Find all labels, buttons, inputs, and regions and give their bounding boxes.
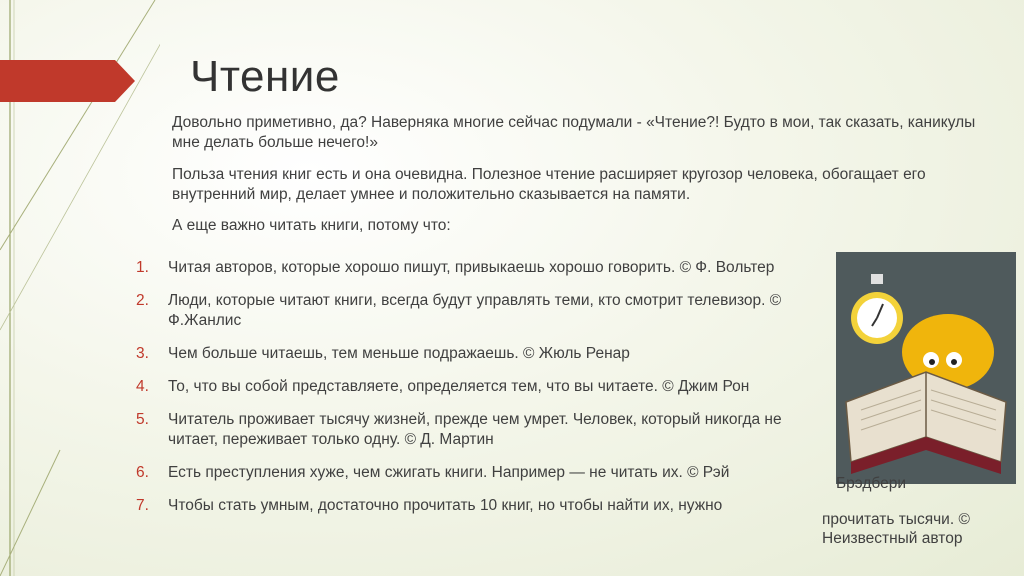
quote-item-1 [136, 258, 816, 278]
quote-text: Читатель проживает тысячу жизней, прежде чем умрет. Человек, который никогда не читает, переживает только одну. © Д. Мартин [168, 411, 782, 448]
quote-text: Есть преступления хуже, чем сжигать книги. Например — не читать их. © Рэй [168, 464, 730, 481]
quote-item-6 [136, 463, 816, 483]
quote-text: Люди, которые читают книги, всегда будут управлять теми, кто смотрит телевизор. © Ф.Жанлис [168, 292, 782, 329]
quote-number: 3. [136, 345, 149, 362]
quote-number: 4. [136, 378, 149, 395]
quote-item-2 [136, 291, 816, 331]
quote-text: То, что вы собой представляете, определяется тем, что вы читаете. © Джим Рон [168, 378, 750, 395]
title-arrow-banner [0, 60, 135, 102]
quote-item-7 [136, 496, 816, 516]
slide-title: Чтение [190, 52, 340, 101]
quote-text: Читая авторов, которые хорошо пишут, привыкаешь хорошо говорить. © Ф. Вольтер [168, 259, 775, 276]
quote-number: 1. [136, 259, 149, 276]
quote-6-author-tail: Брэдбери [836, 475, 907, 492]
quotes-list [136, 258, 816, 529]
quote-number: 7. [136, 497, 149, 514]
reading-character-illustration [836, 252, 1016, 484]
quote-text: Чтобы стать умным, достаточно прочитать 10 книг, но чтобы найти их, нужно [168, 497, 723, 514]
quote-item-4 [136, 377, 816, 397]
quote-text: Чем больше читаешь, тем меньше подражаешь. © Жюль Ренар [168, 345, 630, 362]
lead-in-paragraph: А еще важно читать книги, потому что: [172, 217, 451, 234]
quote-7-tail-line-2: Неизвестный автор [822, 530, 963, 547]
intro-paragraph: Довольно приметивно, да? Наверняка многие сейчас подумали - «Чтение?! Будто в мои, так сказать, каникулы мне делать больше нечего!» [172, 114, 976, 151]
quote-number: 5. [136, 411, 149, 428]
benefit-paragraph: Польза чтения книг есть и она очевидна. Полезное чтение расширяет кругозор человека, обогащает его внутренний мир, делает умнее и положительно сказывается на памяти. [172, 166, 926, 203]
quote-item-5 [136, 410, 816, 450]
quote-item-3 [136, 344, 816, 364]
quote-number: 6. [136, 464, 149, 481]
quote-7-tail-line-1: прочитать тысячи. © [822, 511, 970, 528]
quote-number: 2. [136, 292, 149, 309]
